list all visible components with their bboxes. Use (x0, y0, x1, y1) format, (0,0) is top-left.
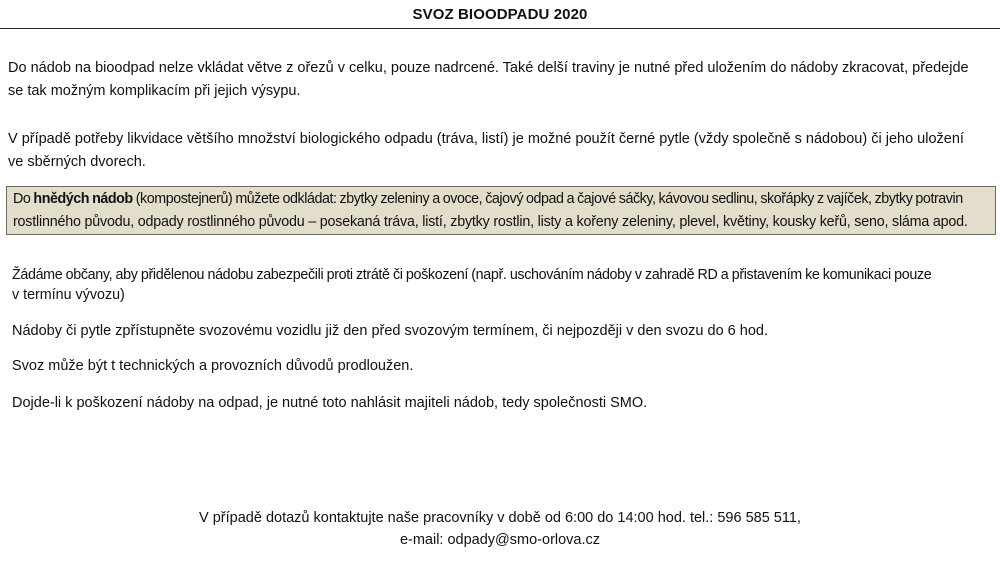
paragraph-line: Žádáme občany, aby přidělenou nádobu zabezpečili proti ztrátě či poškození (např. uschováním nádoby v zahradě RD a přistavením ke komunikaci pouze (12, 267, 932, 283)
paragraph-line: V případě potřeby likvidace většího množství biologického odpadu (tráva, listí) je možné použít černé pytle (vždy společně s nádobou) či jeho uložení (8, 131, 964, 147)
paragraph-line: se tak možným komplikacím při jejich výsypu. (8, 83, 301, 99)
highlight-prefix: Do (13, 191, 31, 207)
paragraph-line: v termínu vývozu) (12, 287, 125, 303)
paragraph-access: Nádoby či pytle zpřístupněte svozovému vozidlu již den před svozovým termínem, či nejpozději v den svozu do 6 hod. (12, 323, 768, 339)
paragraph-branches (8, 57, 983, 103)
highlight-line2: rostlinného původu, odpady rostlinného původu – posekaná tráva, listí, zbytky rostlin, listy a kořeny zeleniny, plevel, květiny, kousky keřů, seno, sláma apod. (13, 213, 968, 230)
paragraph-damage: Dojde-li k poškození nádoby na odpad, je nutné toto nahlásit majiteli nádob, tedy společnosti SMO. (12, 395, 648, 411)
footer-contact-phone: V případě dotazů kontaktujte naše pracovníky v době od 6:00 do 14:00 hod. tel.: 596 585 511, (199, 510, 801, 526)
paragraph-black-bags (8, 128, 983, 174)
paragraph-line: ve sběrných dvorech. (8, 154, 146, 170)
highlight-line1-rest: (kompostejnerů) můžete odkládat: zbytky zeleniny a ovoce, čajový odpad a čajové sáčky, kávovou sedlinu, skořápky z vajíček, zbytky potravin (135, 191, 963, 207)
highlight-box-brown-bins (6, 186, 996, 235)
highlight-bold-term: hnědých nádob (33, 191, 133, 207)
page-title: SVOZ BIOODPADU 2020 (412, 6, 588, 23)
paragraph-delay: Svoz může být t technických a provozních důvodů prodloužen. (12, 358, 414, 374)
paragraph-line: Do nádob na bioodpad nelze vkládat větve z ořezů v celku, pouze nadrcené. Také delší traviny je nutné před uložením do nádoby zkracovat, předejde (8, 60, 969, 76)
footer-contact-email: e-mail: odpady@smo-orlova.cz (399, 532, 601, 548)
paragraph-citizens-request (12, 265, 987, 305)
